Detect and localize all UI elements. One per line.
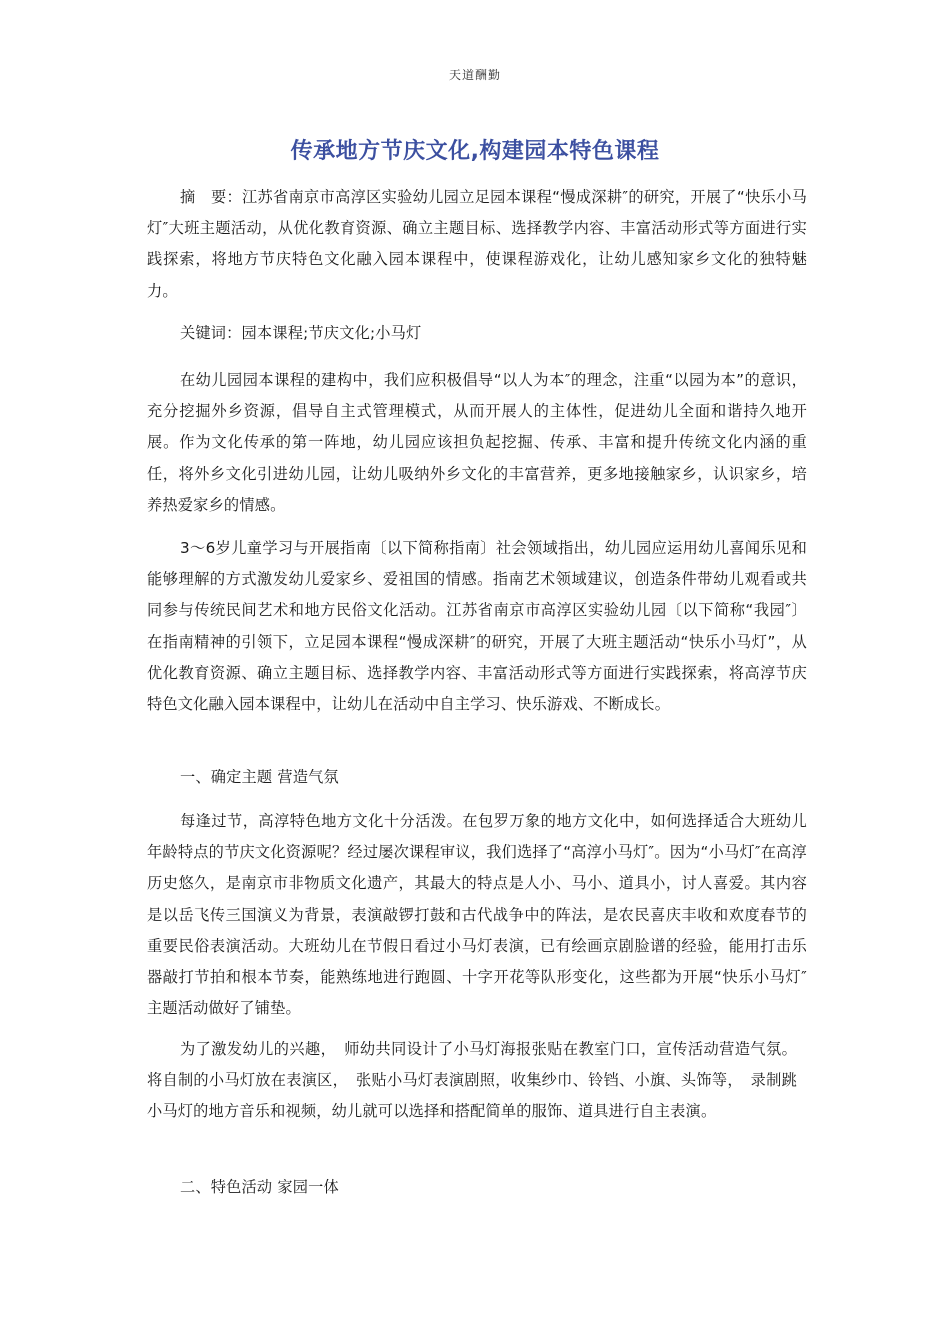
section-heading-1: 一、确定主题 营造气氛 (180, 768, 339, 786)
body-paragraph-4: 为了激发幼儿的兴趣， 师幼共同设计了小马灯海报张贴在教室门口，宣传活动营造气氛。将自制的小马灯放在表演区， 张贴小马灯表演剧照，收集纱巾、铃铛、小旗、头饰等， 录制跳小马灯的地方音乐和视频，幼儿就可以选择和搭配简单的服饰、道具进行自主表演。 (147, 1040, 797, 1121)
section-heading-2: 二、特色活动 家园一体 (180, 1178, 339, 1196)
keywords-line: 关键词：园本课程;节庆文化;小马灯 (180, 324, 422, 342)
body-paragraph-1: 在幼儿园园本课程的建构中，我们应积极倡导“以人为本″的理念，注重“以园为本”的意识，充分挖掘外乡资源，倡导自主式管理模式，从而开展人的主体性，促进幼儿全面和谐持久地开展。作为文化传承的第一阵地，幼儿园应该担负起挖掘、传承、丰富和提升传统文化内涵的重任，将外乡文化引进幼儿园，让幼儿吸纳外乡文化的丰富营养，更多地接触家乡，认识家乡，培养热爱家乡的情感。 (147, 371, 807, 514)
page-header: 天道酬勤 (448, 68, 501, 82)
body-paragraph-3: 每逢过节，高淳特色地方文化十分活泼。在包罗万象的地方文化中，如何选择适合大班幼儿年龄特点的节庆文化资源呢？经过屡次课程审议，我们选择了“高淳小马灯″。因为“小马灯″在高淳历史悠久，是南京市非物质文化遗产，其最大的特点是人小、马小、道具小，讨人喜爱。其内容是以岳飞传三国演义为背景，表演敲锣打鼓和古代战争中的阵法，是农民喜庆丰收和欢度春节的重要民俗表演活动。大班幼儿在节假日看过小马灯表演，已有绘画京剧脸谱的经验，能用打击乐器敲打节拍和根本节奏，能熟练地进行跑圆、十字开花等队形变化，这些都为开展“快乐小马灯″主题活动做好了铺垫。 (147, 812, 807, 1018)
document-title: 传承地方节庆文化,构建园本特色课程 (290, 139, 660, 164)
body-paragraph-2: 3～6岁儿童学习与开展指南〔以下简称指南〕社会领域指出，幼儿园应运用幼儿喜闻乐见和能够理解的方式激发幼儿爱家乡、爱祖国的情感。指南艺术领域建议，创造条件带幼儿观看或共同参与传统民间艺术和地方民俗文化活动。江苏省南京市高淳区实验幼儿园〔以下简称“我园″〕在指南精神的引领下，立足园本课程“慢成深耕″的研究，开展了大班主题活动“快乐小马灯”，从优化教育资源、确立主题目标、选择教学内容、丰富活动形式等方面进行实践探索，将高淳节庆特色文化融入园本课程中，让幼儿在活动中自主学习、快乐游戏、不断成长。 (147, 539, 807, 714)
abstract-paragraph: 摘 要：江苏省南京市高淳区实验幼儿园立足园本课程“慢成深耕″的研究，开展了“快乐小马灯″大班主题活动，从优化教育资源、确立主题目标、选择教学内容、丰富活动形式等方面进行实践探索，将地方节庆特色文化融入园本课程中，使课程游戏化，让幼儿感知家乡文化的独特魅力。 (147, 188, 807, 300)
